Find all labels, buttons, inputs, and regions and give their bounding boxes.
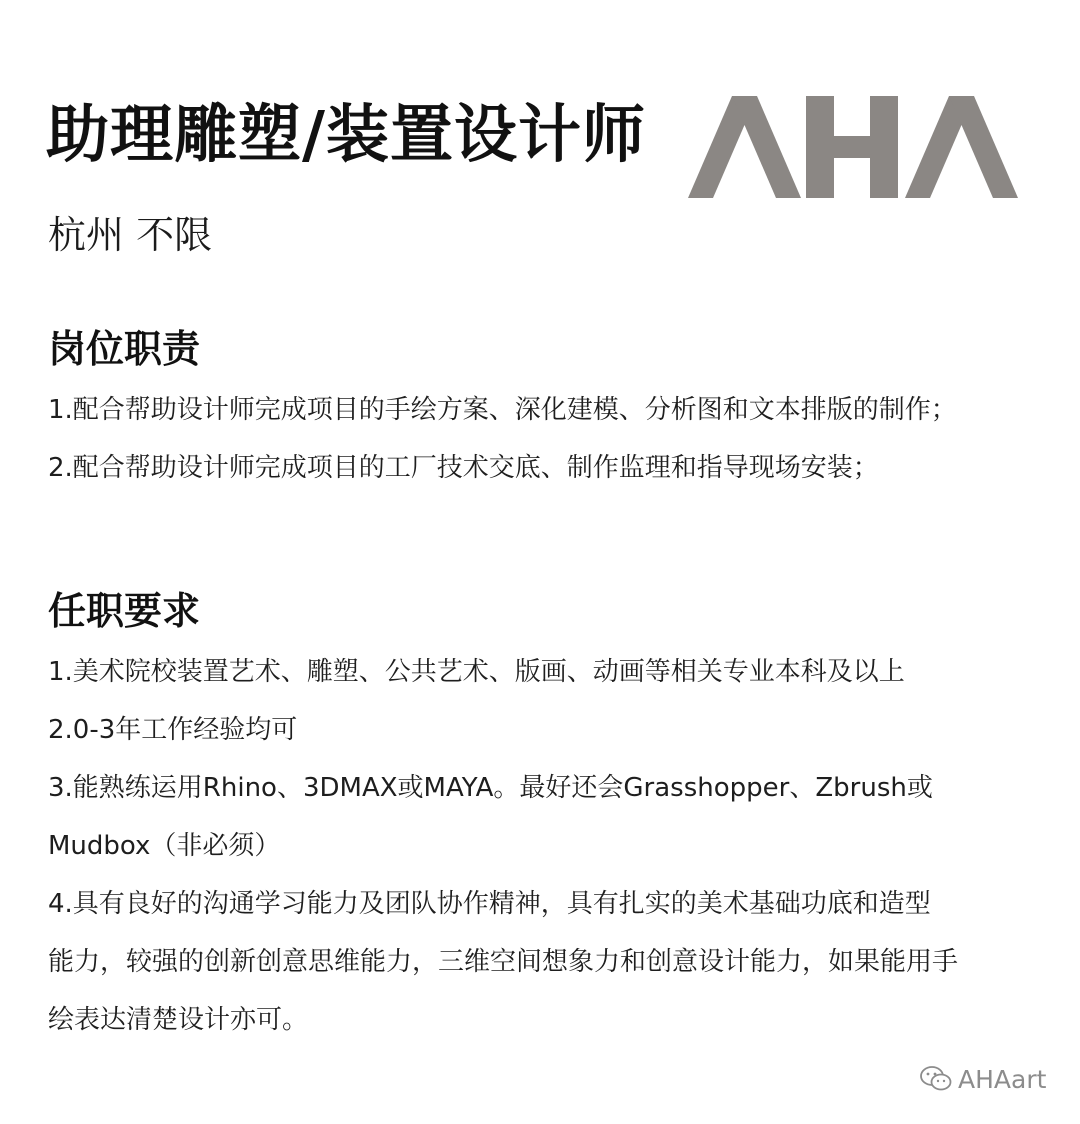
logo-letter-a-right xyxy=(732,96,801,198)
requirement-line: 3.能熟练运用Rhino、3DMAX或MAYA。最好还会Grasshopper、Zbrush或 xyxy=(48,773,933,803)
responsibility-line: 1.配合帮助设计师完成项目的手绘方案、深化建模、分析图和文本排版的制作； xyxy=(48,395,957,425)
wechat-icon xyxy=(920,1065,952,1093)
requirement-line: Mudbox（非必须） xyxy=(48,831,281,861)
logo-letter-h-bar xyxy=(834,136,870,158)
logo-letter-h-left xyxy=(806,96,834,198)
logo-letter-h-right xyxy=(870,96,898,198)
watermark-text: AHAart xyxy=(958,1064,1047,1094)
logo-letter-a2-right xyxy=(949,96,1018,198)
watermark xyxy=(920,1062,1046,1096)
requirement-line: 绘表达清楚设计亦可。 xyxy=(48,1005,309,1035)
section-heading-requirements: 任职要求 xyxy=(48,589,201,633)
responsibility-line: 2.配合帮助设计师完成项目的工厂技术交底、制作监理和指导现场安装； xyxy=(48,453,879,483)
requirement-line: 4.具有良好的沟通学习能力及团队协作精神，具有扎实的美术基础功底和造型 xyxy=(48,889,931,919)
job-meta-location-experience: 杭州 不限 xyxy=(48,213,213,257)
requirement-line: 能力，较强的创新创意思维能力，三维空间想象力和创意设计能力，如果能用手 xyxy=(48,947,959,977)
section-heading-responsibilities: 岗位职责 xyxy=(48,327,201,371)
job-title: 助理雕塑/装置设计师 xyxy=(46,98,647,171)
requirement-line: 2.0-3年工作经验均可 xyxy=(48,715,298,745)
aha-logo xyxy=(688,96,1018,198)
requirement-line: 1.美术院校装置艺术、雕塑、公共艺术、版画、动画等相关专业本科及以上 xyxy=(48,657,905,687)
